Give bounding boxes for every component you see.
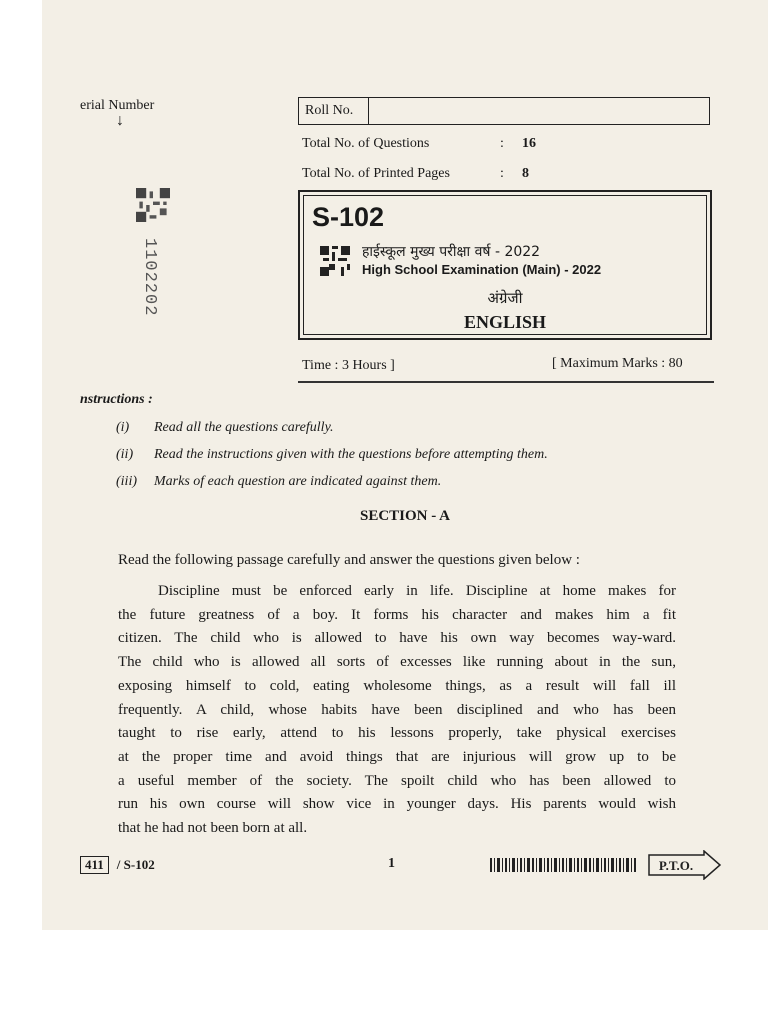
instructions-heading: nstructions :	[80, 392, 153, 407]
colon: :	[500, 166, 504, 181]
subject-hindi: अंग्रेजी	[487, 289, 523, 307]
passage-line: at the proper time and avoid things that are injurious will grow up to be	[118, 748, 676, 765]
total-pages-value: 8	[522, 166, 529, 181]
barcode-icon	[490, 858, 638, 872]
passage-intro: Read the following passage carefully and answer the questions given below :	[118, 552, 580, 568]
paper-code: S-102	[312, 202, 385, 232]
instruction-item	[116, 474, 441, 490]
passage-line: exposing himself to cold, eating wholesome things, as a result will fall ill	[118, 677, 676, 694]
roll-number-input[interactable]	[369, 98, 709, 124]
passage-line: The child who is allowed all sorts of excesses like running about in the sun,	[118, 654, 676, 671]
page-number: 1	[388, 856, 395, 871]
instruction-number: (iii)	[116, 474, 137, 489]
passage-line: the future greatness of a boy. It forms his character and makes him a fit	[118, 606, 676, 623]
section-title: SECTION - A	[359, 508, 451, 524]
passage-line: run his own course will show vice in younger days. His parents would wish	[118, 796, 676, 813]
total-questions-label: Total No. of Questions	[302, 136, 430, 151]
instruction-text: Read all the questions carefully.	[154, 420, 334, 435]
passage	[118, 580, 676, 841]
instruction-number: (i)	[116, 420, 130, 435]
instruction-item	[116, 420, 334, 436]
qr-code-icon	[320, 246, 350, 276]
exam-title-english: High School Examination (Main) - 2022	[362, 262, 602, 277]
footer-paper-label: / S-102	[116, 857, 155, 872]
colon: :	[500, 136, 504, 151]
serial-number-label: erial Number	[80, 98, 155, 113]
side-serial-number: 1102202	[140, 238, 159, 317]
instruction-number: (ii)	[116, 447, 134, 462]
exam-title-hindi: हाईस्कूल मुख्य परीक्षा वर्ष - 2022	[362, 244, 541, 260]
subject-english: ENGLISH	[463, 312, 547, 332]
scan-bottom-margin	[42, 930, 768, 1024]
total-questions-value: 16	[522, 136, 536, 151]
time-allowed: Time : 3 Hours ]	[302, 358, 395, 373]
pto-label: P.T.O.	[658, 858, 694, 873]
pto-arrow	[648, 850, 722, 880]
passage-line: that he had not been born at all.	[118, 820, 308, 837]
footer-code-box: 411	[80, 856, 109, 874]
instruction-text: Marks of each question are indicated against them.	[154, 474, 442, 489]
side-qr-icon	[136, 188, 170, 222]
total-questions-row	[302, 136, 536, 152]
roll-number-label: Roll No.	[299, 98, 369, 124]
passage-line: frequently. A child, whose habits have been disciplined and who has been	[118, 701, 676, 718]
total-pages-row	[302, 166, 529, 182]
scan-margin	[0, 0, 42, 1024]
instruction-text: Read the instructions given with the questions before attempting them.	[154, 447, 548, 462]
exam-page	[42, 0, 768, 930]
maximum-marks: [ Maximum Marks : 80	[552, 356, 683, 371]
divider	[298, 381, 714, 383]
down-arrow-icon: ↓	[116, 112, 124, 129]
footer-paper-code	[80, 856, 155, 874]
paper-title-inner	[303, 195, 707, 335]
passage-line: a useful member of the society. The spoilt child who has been allowed to	[118, 772, 676, 789]
total-pages-label: Total No. of Printed Pages	[302, 166, 450, 181]
instruction-item	[116, 447, 548, 463]
passage-line: taught to rise early, attend to his lessons properly, take physical exercises	[118, 725, 676, 742]
paper-title-box	[298, 190, 712, 340]
roll-number-box	[298, 97, 710, 125]
passage-line: Discipline must be enforced early in life. Discipline at home makes for	[158, 583, 676, 599]
passage-line: citizen. The child who is allowed to have his own way becomes way-ward.	[118, 630, 676, 647]
